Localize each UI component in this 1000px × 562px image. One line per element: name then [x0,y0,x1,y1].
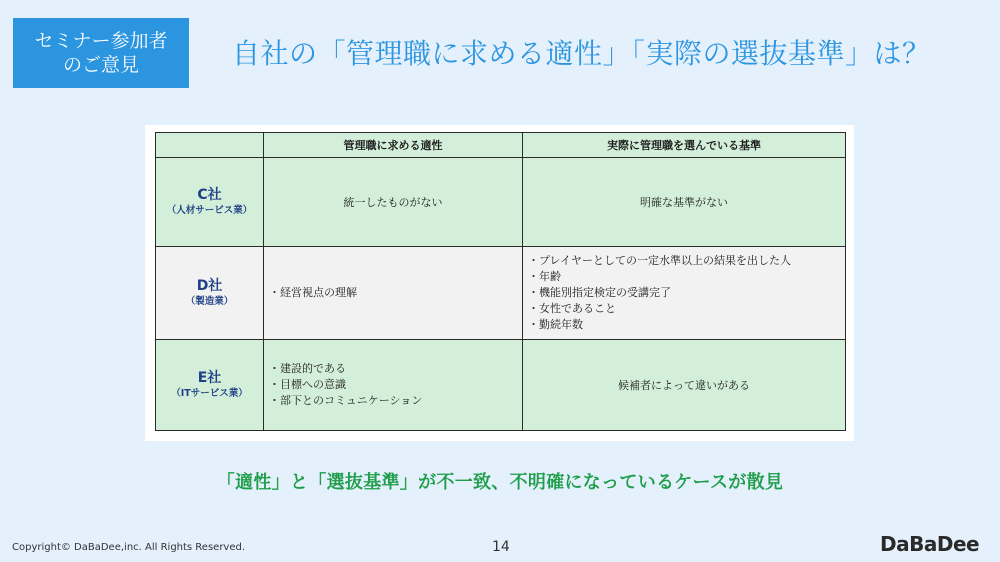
criteria-item: ・女性であること [528,302,616,315]
company-sector: （ITサービス業） [171,388,248,399]
company-name: E社 [197,370,222,386]
criteria-cell [523,247,846,340]
comparison-table [155,132,846,431]
table-header-aptitude: 管理職に求める適性 [264,133,523,158]
seminar-participants-badge [13,18,189,88]
slide-title: 自社の「管理職に求める適性」「実際の選抜基準」は？ [232,37,931,70]
company-name: D社 [196,278,223,294]
criteria-item: ・勤続年数 [528,318,583,331]
company-e-cell [156,340,264,431]
table-row-company-d [156,247,846,340]
table-header-criteria: 実際に管理職を選んでいる基準 [523,133,846,158]
badge-line-1: セミナー参加者 [34,30,168,52]
criteria-item: ・年齢 [528,270,561,283]
aptitude-cell [264,340,523,431]
table-header-row [156,133,846,158]
aptitude-item: ・目標への意識 [269,378,346,391]
company-name: C社 [197,187,222,203]
dabadee-logo: DaBaDee [880,532,980,556]
badge-line-2: のご意見 [62,54,139,76]
aptitude-item: ・経営視点の理解 [269,286,357,299]
criteria-cell: 明確な基準がない [523,158,846,247]
table-row-company-c [156,158,846,247]
page-number: 14 [492,539,510,555]
comparison-table-card [145,125,854,441]
aptitude-cell [264,247,523,340]
aptitude-cell: 統一したものがない [264,158,523,247]
criteria-cell: 候補者によって違いがある [523,340,846,431]
criteria-item: ・機能別指定検定の受講完了 [528,286,671,299]
copyright-text: Copyright© DaBaDee,inc. All Rights Reserved. [12,542,246,553]
table-row-company-e [156,340,846,431]
aptitude-item: ・部下とのコミュニケーション [269,394,423,407]
conclusion-text: 「適性」と「選抜基準」が不一致、不明確になっているケースが散見 [216,472,784,493]
company-sector: （製造業） [185,296,234,307]
company-d-cell [156,247,264,340]
company-c-cell [156,158,264,247]
criteria-item: ・プレイヤーとしての一定水準以上の結果を出した人 [528,254,792,267]
company-sector: （人材サービス業） [166,205,253,216]
aptitude-item: ・建設的である [269,362,346,375]
table-header-corner [156,133,264,158]
